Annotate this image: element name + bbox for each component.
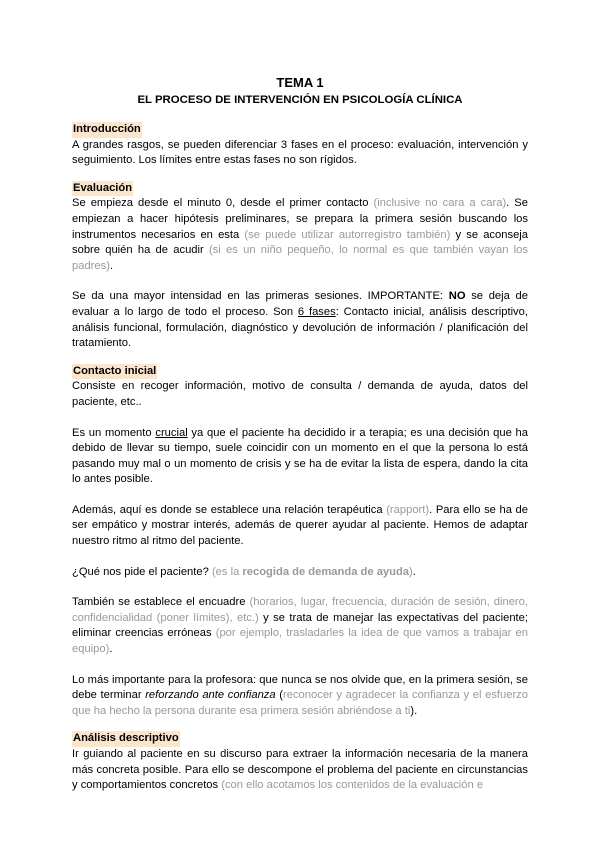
document-title: TEMA 1 [276,75,324,90]
text-run: ¿Qué nos pide el paciente? [72,565,212,578]
gray-note: (horarios, lugar, frecuencia, duración de sesión, dinero, confidencialidad (poner límites), etc.) [72,596,528,624]
paragraph [72,595,528,657]
paragraph: A grandes rasgos, se pueden diferenciar 3 fases en el proceso: evaluación, intervención y seguimiento. Los límites entre estas fases no son rígidos. [72,138,528,167]
text-run: . Se empiezan a hacer hipótesis preliminares, se prepara la primera sesión buscando los instrumentos necesarios en esta [72,197,528,241]
section-heading-contacto-inicial: Contacto inicial [72,364,157,380]
text-run: . [109,259,114,272]
section-heading-introduccion: Introducción [72,122,142,138]
paragraph [72,747,528,794]
gray-note: (se puede utilizar autorregistro también) [244,228,451,241]
text-run: Lo más importante para la profesora: que nunca se nos olvide que, en la primera sesión, se debe terminar [72,673,528,702]
paragraph [72,196,528,274]
gray-note: reconocer y agradecer la confianza y el esfuerzo que ha hecho la persona durante esa primera sesión abriéndose a ti [72,689,529,717]
bold-text: NO [448,290,466,303]
text-run: Se da una mayor intensidad en las primeras sesiones. IMPORTANTE: [72,290,449,303]
text-run: Ir guiando al paciente en su discurso para extraer la información necesaria de la manera más concreta posible. Para ello se descompone el problema del paciente en circunstancias y comportamientos concretos [72,748,528,792]
paragraph [72,289,528,351]
gray-note: (es la [211,565,243,578]
text-run: También se establece el encuadre [72,596,250,609]
text-run: ). [410,704,418,717]
text-run: Además, aquí es donde se establece una relación terapéutica [72,503,387,516]
text-run: ( [275,689,284,702]
text-run: Se empieza desde el minuto 0, desde el primer contacto [72,197,374,210]
text-run: ya que el paciente ha decidido ir a terapia; es una decisión que ha debido de llevar su tiempo, suele coincidir con un momento en el que la persona lo está pasando muy mal o un momento de crisis y se ha de evitar la lista de espera, dando la cita lo antes posible. [72,426,528,486]
text-run: y se aconseja sobre quién ha de acudir [72,228,528,257]
gray-note: (rapport) [386,503,430,516]
paragraph [72,673,528,720]
section-contacto-inicial [72,364,528,720]
paragraph [72,503,528,550]
gray-note: (si es un niño pequeño, lo normal es que también vayan los padres) [72,244,528,272]
paragraph: Consiste en recoger información, motivo de consulta / demanda de ayuda, datos del paciente, etc.. [72,380,528,408]
paragraph [72,565,528,581]
section-introduccion [72,122,528,169]
gray-note: (por ejemplo, trasladarles la idea de que vamos a trabajar en equipo) [72,627,529,656]
italic-text: reforzando ante confianza [145,689,276,702]
gray-note: ) [409,565,413,578]
section-heading-evaluacion: Evaluación [72,181,133,197]
text-run: . [109,643,113,656]
text-run: . [412,565,416,578]
text-run: : Contacto inicial, análisis descriptivo, análisis funcional, formulación, diagnóstico y devolución de información / planificación del tratamiento. [72,305,528,350]
text-run: . Para ello se ha de ser empático y mostrar interés, además de querer ayudar al paciente. Hemos de adaptar nuestro ritmo al ritmo del paciente. [72,503,528,548]
underlined-text: 6 fases [297,305,336,318]
gray-note: (con ello acotamos los contenidos de la evaluación e [221,779,484,792]
text-run: se deja de evaluar a lo largo de todo el proceso. Son [72,290,528,318]
document-subtitle: EL PROCESO DE INTERVENCIÓN EN PSICOLOGÍA CLÍNICA [137,94,463,106]
underlined-text: crucial [155,426,188,439]
section-evaluacion [72,181,528,352]
gray-note: (inclusive no cara a cara) [373,197,507,210]
text-run: y se trata de manejar las expectativas del paciente; eliminar creencias erróneas [72,611,528,640]
gray-note-bold: recogida de demanda de ayuda [242,565,410,578]
text-run: Es un momento [72,426,156,439]
paragraph [72,426,528,488]
section-analisis-descriptivo [72,731,528,793]
section-heading-analisis-descriptivo: Análisis descriptivo [72,731,180,747]
